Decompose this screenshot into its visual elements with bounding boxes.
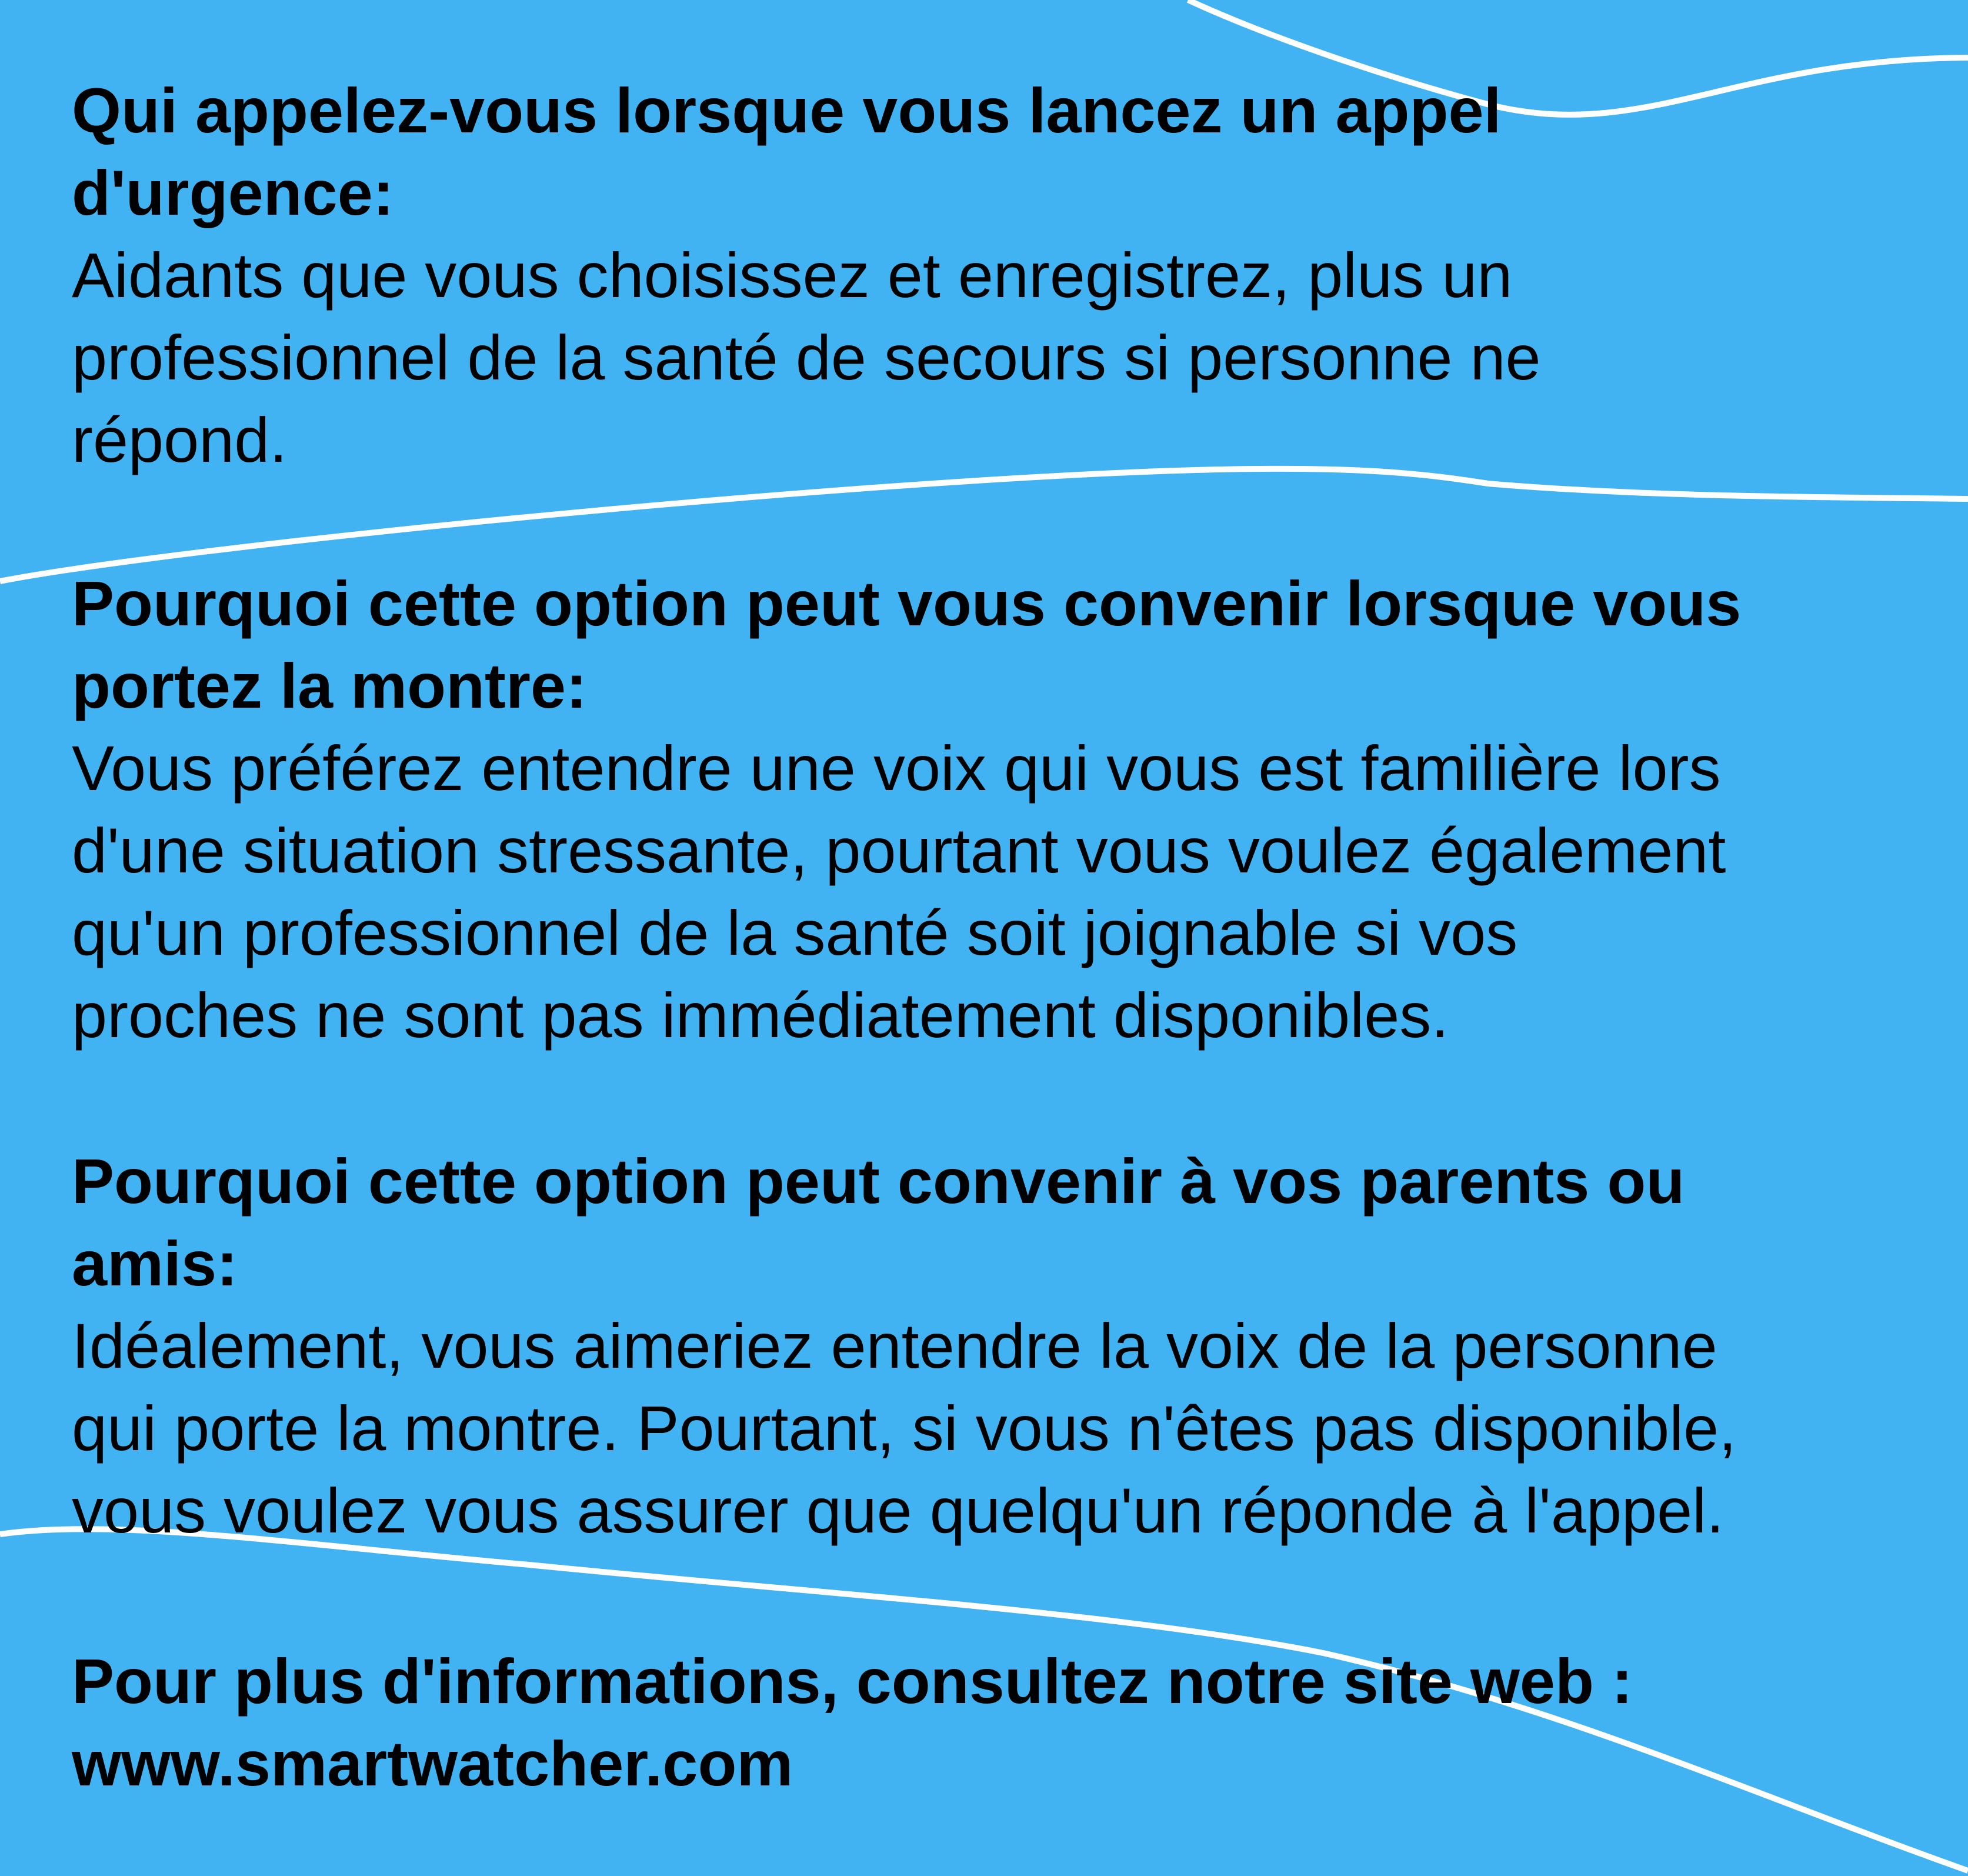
body-line: professionnel de la santé de secours si personne ne bbox=[72, 322, 1541, 393]
section-heading bbox=[72, 1140, 1942, 1305]
heading-line: amis: bbox=[72, 1228, 238, 1299]
heading-line: Qui appelez-vous lorsque vous lancez un appel bbox=[72, 75, 1502, 146]
body-line: d'une situation stressante, pourtant vous voulez également bbox=[72, 815, 1726, 886]
body-line: qui porte la montre. Pourtant, si vous n'êtes pas disponible, bbox=[72, 1392, 1737, 1464]
section-who-is-called bbox=[72, 69, 1942, 481]
body-line: Vous préférez entendre une voix qui vous est familière lors bbox=[72, 732, 1721, 804]
section-why-for-family bbox=[72, 1140, 1942, 1552]
heading-line: Pourquoi cette option peut vous convenir lorsque vous bbox=[72, 568, 1742, 639]
heading-line: Pourquoi cette option peut convenir à vos parents ou bbox=[72, 1145, 1685, 1217]
body-line: Idéalement, vous aimeriez entendre la voix de la personne bbox=[72, 1310, 1717, 1381]
body-line: Aidants que vous choisissez et enregistrez, plus un bbox=[72, 239, 1513, 311]
section-body bbox=[72, 1305, 1942, 1552]
body-line: vous voulez vous assurer que quelqu'un réponde à l'appel. bbox=[72, 1475, 1724, 1546]
heading-line: portez la montre: bbox=[72, 650, 588, 721]
section-why-for-wearer bbox=[72, 562, 1942, 1057]
section-heading bbox=[72, 69, 1942, 234]
footer-text bbox=[72, 1640, 1942, 1805]
heading-line: d'urgence: bbox=[72, 157, 394, 228]
section-body bbox=[72, 727, 1942, 1057]
section-body bbox=[72, 234, 1942, 481]
footer-line: Pour plus d'informations, consultez notre site web : bbox=[72, 1645, 1633, 1717]
body-line: proches ne sont pas immédiatement disponibles. bbox=[72, 979, 1449, 1051]
body-line: répond. bbox=[72, 404, 288, 475]
section-heading bbox=[72, 562, 1942, 727]
body-line: qu'un professionnel de la santé soit joignable si vos bbox=[72, 897, 1518, 968]
footer-more-info bbox=[72, 1640, 1942, 1805]
website-url: www.smartwatcher.com bbox=[72, 1728, 793, 1799]
